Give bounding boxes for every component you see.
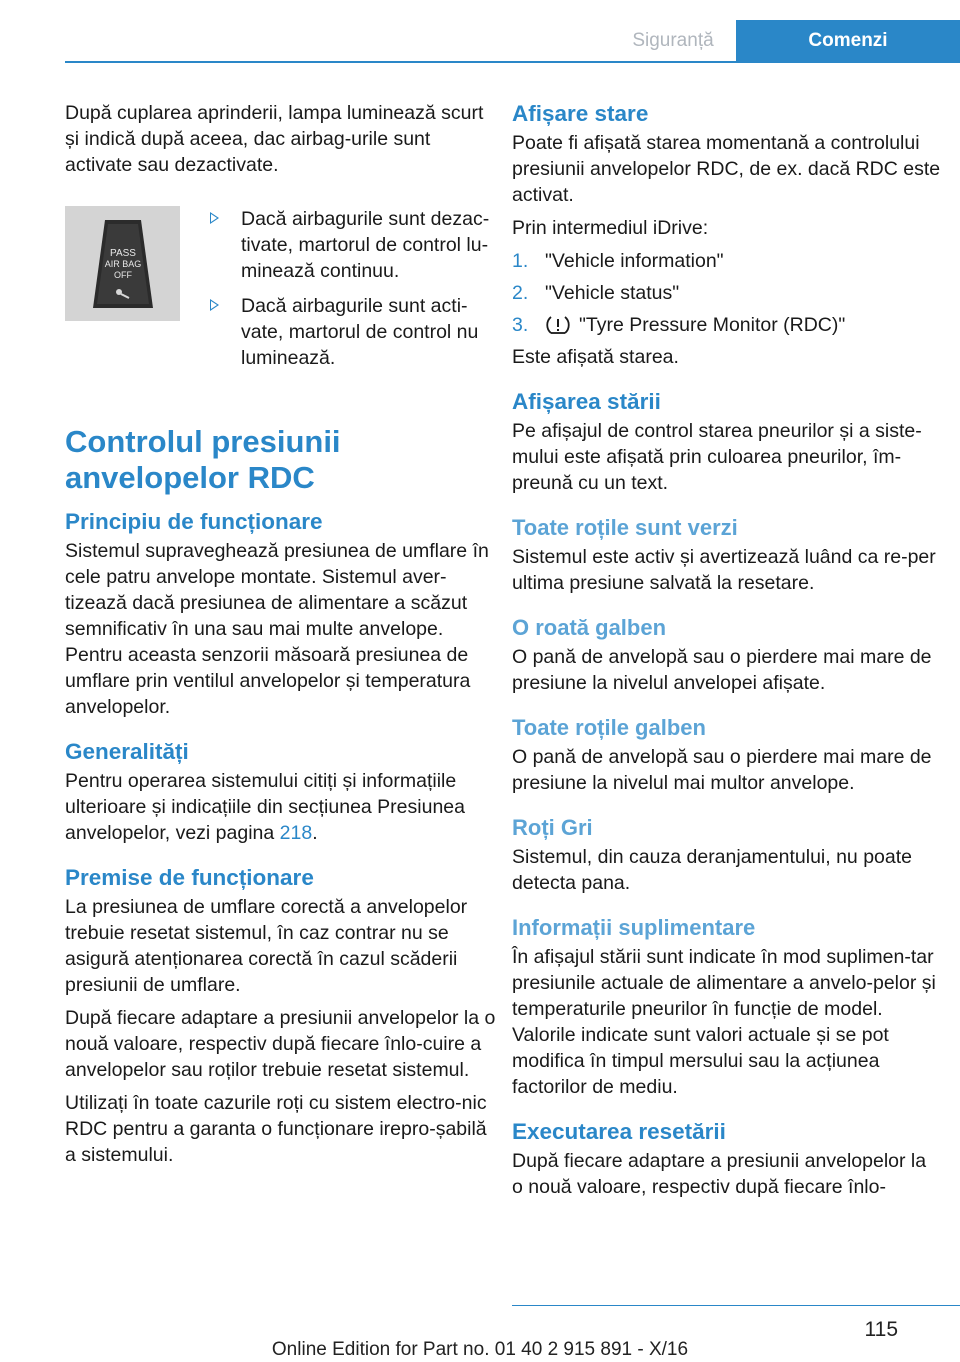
idrive-paragraph: Prin intermediul iDrive:: [512, 217, 709, 239]
intro-paragraph: După cuplarea aprinderii, lampa luminează scurt și indică după aceea, dac airbag-urile sunt activate sau dezactivate.: [65, 102, 484, 176]
status-shown-paragraph: Este afișată starea.: [512, 346, 679, 368]
page-link[interactable]: 218: [279, 822, 313, 844]
all-yellow-heading: Toate roțile galben: [512, 715, 706, 740]
status-paragraph: Poate fi afișată starea momentană a controlului presiunii anvelopelor RDC, de ex. dacă RDC este activat.: [512, 132, 941, 206]
right-column: [512, 100, 942, 1207]
header-rule: [65, 61, 960, 63]
info-paragraph: În afișajul stării sunt indicate în mod suplimen-tar presiunile actuale de alimentare a anvelo-pelor și temperaturile pneurilor în funcție de model. Valorile indicate sunt valori actuale și se pot modifica în timpul mersului sau la acțiunea factorilor de mediu.: [512, 946, 936, 1098]
airbag-label-1: PASS: [109, 247, 136, 259]
idrive-steps: [512, 248, 942, 338]
passenger-airbag-off-icon: [83, 214, 163, 314]
grey-heading: Roți Gri: [512, 815, 593, 840]
list-item: 2. "Vehicle status": [512, 282, 680, 304]
principle-paragraph: Sistemul supraveghează presiunea de umflare în cele patru anvelope montate. Sistemul aver-tizează dacă presiunea de alimentare a scăzut semnificativ în una sau mai multe anvelope. Pentru aceasta senzorii măsoară presiunea de umflare prin ventilul anvelopelor și temperatura anvelopelor.: [65, 540, 489, 718]
list-item: Dacă airbagurile sunt acti-vate, martorul de control nu luminează.: [210, 293, 497, 371]
principle-heading: Principiu de funcționare: [65, 509, 323, 534]
green-heading: Toate roțile sunt verzi: [512, 515, 738, 540]
green-paragraph: Sistemul este activ și avertizează luând ca re-per ultima presiune salvată la resetare.: [512, 546, 936, 594]
triangle-bullet-icon: [210, 212, 219, 224]
header-tabs: [610, 20, 960, 62]
display-heading: Afișarea stării: [512, 389, 661, 414]
list-item: 3. "Tyre Pressure Monitor (RDC)": [512, 314, 846, 336]
general-paragraph: Pentru operarea sistemului citiți și informațiile ulterioare și indicațiile din secțiunea Presiunea anvelopelor, vezi pagina 218.: [65, 770, 465, 844]
tab-section: Siguranță: [632, 30, 714, 51]
all-yellow-paragraph: O pană de anvelopă sau o pierdere mai mare de presiune la nivelul mai multor anvelope.: [512, 746, 932, 794]
page-number: 115: [864, 1318, 898, 1341]
airbag-button-photo: [65, 206, 180, 321]
premise-paragraph-3: Utilizați în toate cazurile roți cu sistem electro-nic RDC pentru a garanta o funcționare irepro-șabilă a sistemului.: [65, 1092, 487, 1166]
list-item: Dacă airbagurile sunt dezac-tivate, martorul de control lu-minează continuu.: [210, 206, 497, 284]
section-title: Controlul presiunii anvelopelor RDC: [65, 424, 341, 495]
list-item: 1. "Vehicle information": [512, 250, 724, 272]
airbag-label-3: OFF: [113, 269, 132, 280]
grey-paragraph: Sistemul, din cauza deranjamentului, nu poate detecta pana.: [512, 846, 912, 894]
reset-heading: Executarea resetării: [512, 1119, 726, 1144]
tab-chapter: Comenzi: [736, 20, 960, 62]
one-yellow-paragraph: O pană de anvelopă sau o pierdere mai mare de presiune la nivelul anvelopei afișate.: [512, 646, 932, 694]
premise-heading: Premise de funcționare: [65, 865, 314, 890]
tyre-pressure-warning-icon: [545, 315, 571, 335]
airbag-bullet-list: [210, 206, 497, 380]
reset-paragraph: După fiecare adaptare a presiunii anvelopelor la o nouă valoare, respectiv după fiecare înlo-: [512, 1150, 927, 1198]
airbag-indicator-block: [65, 206, 497, 380]
footer-rule: [512, 1305, 960, 1306]
display-paragraph: Pe afișajul de control starea pneurilor și a siste-mului este afișată prin culoarea pneurilor, îm-preună cu un text.: [512, 420, 922, 494]
airbag-label-2: AIR BAG: [104, 258, 141, 269]
info-heading: Informații suplimentare: [512, 915, 756, 940]
left-column: [65, 100, 497, 1175]
premise-paragraph-2: După fiecare adaptare a presiunii anvelopelor la o nouă valoare, respectiv după fiecare înlo-cuire a anvelopelor sau roților trebuie resetat sistemul.: [65, 1007, 496, 1081]
general-heading: Generalități: [65, 739, 189, 764]
one-yellow-heading: O roată galben: [512, 615, 667, 640]
triangle-bullet-icon: [210, 299, 219, 311]
premise-paragraph-1: La presiunea de umflare corectă a anvelopelor trebuie resetat sistemul, în caz contrar nu se asigură atenționarea corectă în cazul scăderii presiunii de umflare.: [65, 896, 468, 996]
status-heading: Afișare stare: [512, 101, 649, 126]
footer-edition: Online Edition for Part no. 01 40 2 915 891 - X/16: [271, 1339, 689, 1360]
